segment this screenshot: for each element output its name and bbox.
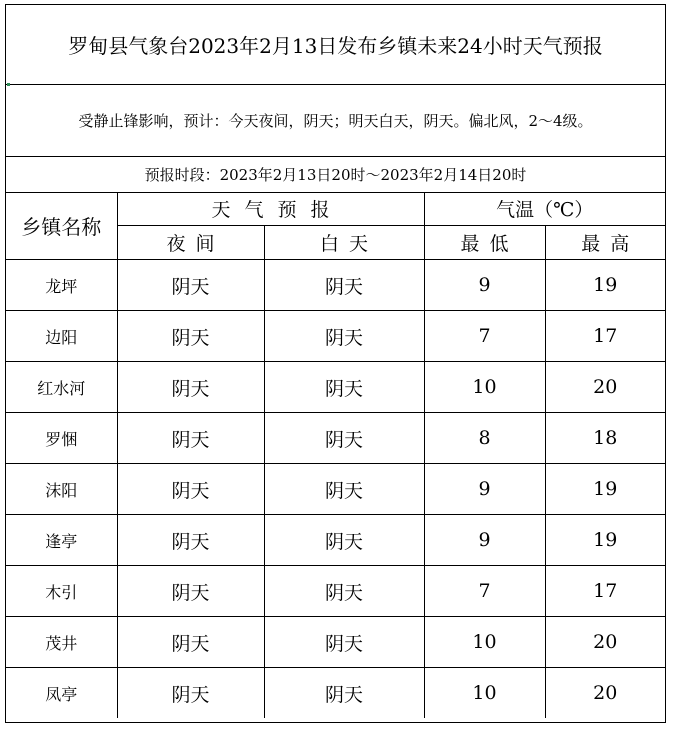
high-temp-cell: 17 — [545, 311, 665, 362]
header-temperature: 气温（℃） — [424, 192, 665, 226]
high-temp-cell: 20 — [545, 362, 665, 413]
header-high: 最高 — [545, 226, 665, 260]
night-weather-cell: 阴天 — [117, 515, 264, 566]
low-temp-cell: 8 — [424, 413, 545, 464]
night-weather-cell: 阴天 — [117, 617, 264, 668]
day-weather-cell: 阴天 — [264, 311, 424, 362]
high-temp-cell: 20 — [545, 668, 665, 719]
day-weather-cell: 阴天 — [264, 566, 424, 617]
high-temp-cell: 19 — [545, 260, 665, 311]
night-weather-cell: 阴天 — [117, 668, 264, 719]
night-weather-cell: 阴天 — [117, 566, 264, 617]
low-temp-cell: 10 — [424, 617, 545, 668]
low-temp-cell: 9 — [424, 515, 545, 566]
table-row — [6, 515, 665, 566]
day-weather-cell: 阴天 — [264, 668, 424, 719]
forecast-table — [6, 192, 665, 718]
day-weather-cell: 阴天 — [264, 413, 424, 464]
town-cell: 罗悃 — [6, 413, 117, 464]
town-cell: 龙坪 — [6, 260, 117, 311]
day-weather-cell: 阴天 — [264, 617, 424, 668]
table-row — [6, 311, 665, 362]
page-title: 罗甸县气象台2023年2月13日发布乡镇未来24小时天气预报 — [6, 5, 665, 85]
table-row — [6, 464, 665, 515]
low-temp-cell: 10 — [424, 668, 545, 719]
table-row — [6, 362, 665, 413]
high-temp-cell: 18 — [545, 413, 665, 464]
header-town-name: 乡镇名称 — [6, 192, 117, 260]
night-weather-cell: 阴天 — [117, 464, 264, 515]
header-night: 夜间 — [117, 226, 264, 260]
town-cell: 茂井 — [6, 617, 117, 668]
day-weather-cell: 阴天 — [264, 362, 424, 413]
header-low: 最低 — [424, 226, 545, 260]
table-row — [6, 413, 665, 464]
day-weather-cell: 阴天 — [264, 464, 424, 515]
low-temp-cell: 7 — [424, 311, 545, 362]
forecast-summary: 受静止锋影响，预计：今天夜间，阴天；明天白天，阴天。偏北风，2～4级。 — [6, 84, 665, 157]
forecast-period: 预报时段：2023年2月13日20时～2023年2月14日20时 — [6, 156, 665, 193]
table-row — [6, 566, 665, 617]
night-weather-cell: 阴天 — [117, 362, 264, 413]
night-weather-cell: 阴天 — [117, 413, 264, 464]
low-temp-cell: 10 — [424, 362, 545, 413]
day-weather-cell: 阴天 — [264, 515, 424, 566]
low-temp-cell: 7 — [424, 566, 545, 617]
night-weather-cell: 阴天 — [117, 311, 264, 362]
high-temp-cell: 19 — [545, 464, 665, 515]
town-cell: 逢亭 — [6, 515, 117, 566]
town-cell: 边阳 — [6, 311, 117, 362]
low-temp-cell: 9 — [424, 260, 545, 311]
town-cell: 沫阳 — [6, 464, 117, 515]
table-row — [6, 668, 665, 719]
table-row — [6, 260, 665, 311]
town-cell: 凤亭 — [6, 668, 117, 719]
header-weather-forecast: 天气预报 — [117, 192, 424, 226]
table-row — [6, 617, 665, 668]
high-temp-cell: 19 — [545, 515, 665, 566]
low-temp-cell: 9 — [424, 464, 545, 515]
night-weather-cell: 阴天 — [117, 260, 264, 311]
high-temp-cell: 20 — [545, 617, 665, 668]
town-cell: 木引 — [6, 566, 117, 617]
town-cell: 红水河 — [6, 362, 117, 413]
header-day: 白天 — [264, 226, 424, 260]
day-weather-cell: 阴天 — [264, 260, 424, 311]
forecast-sheet — [5, 4, 666, 723]
high-temp-cell: 17 — [545, 566, 665, 617]
